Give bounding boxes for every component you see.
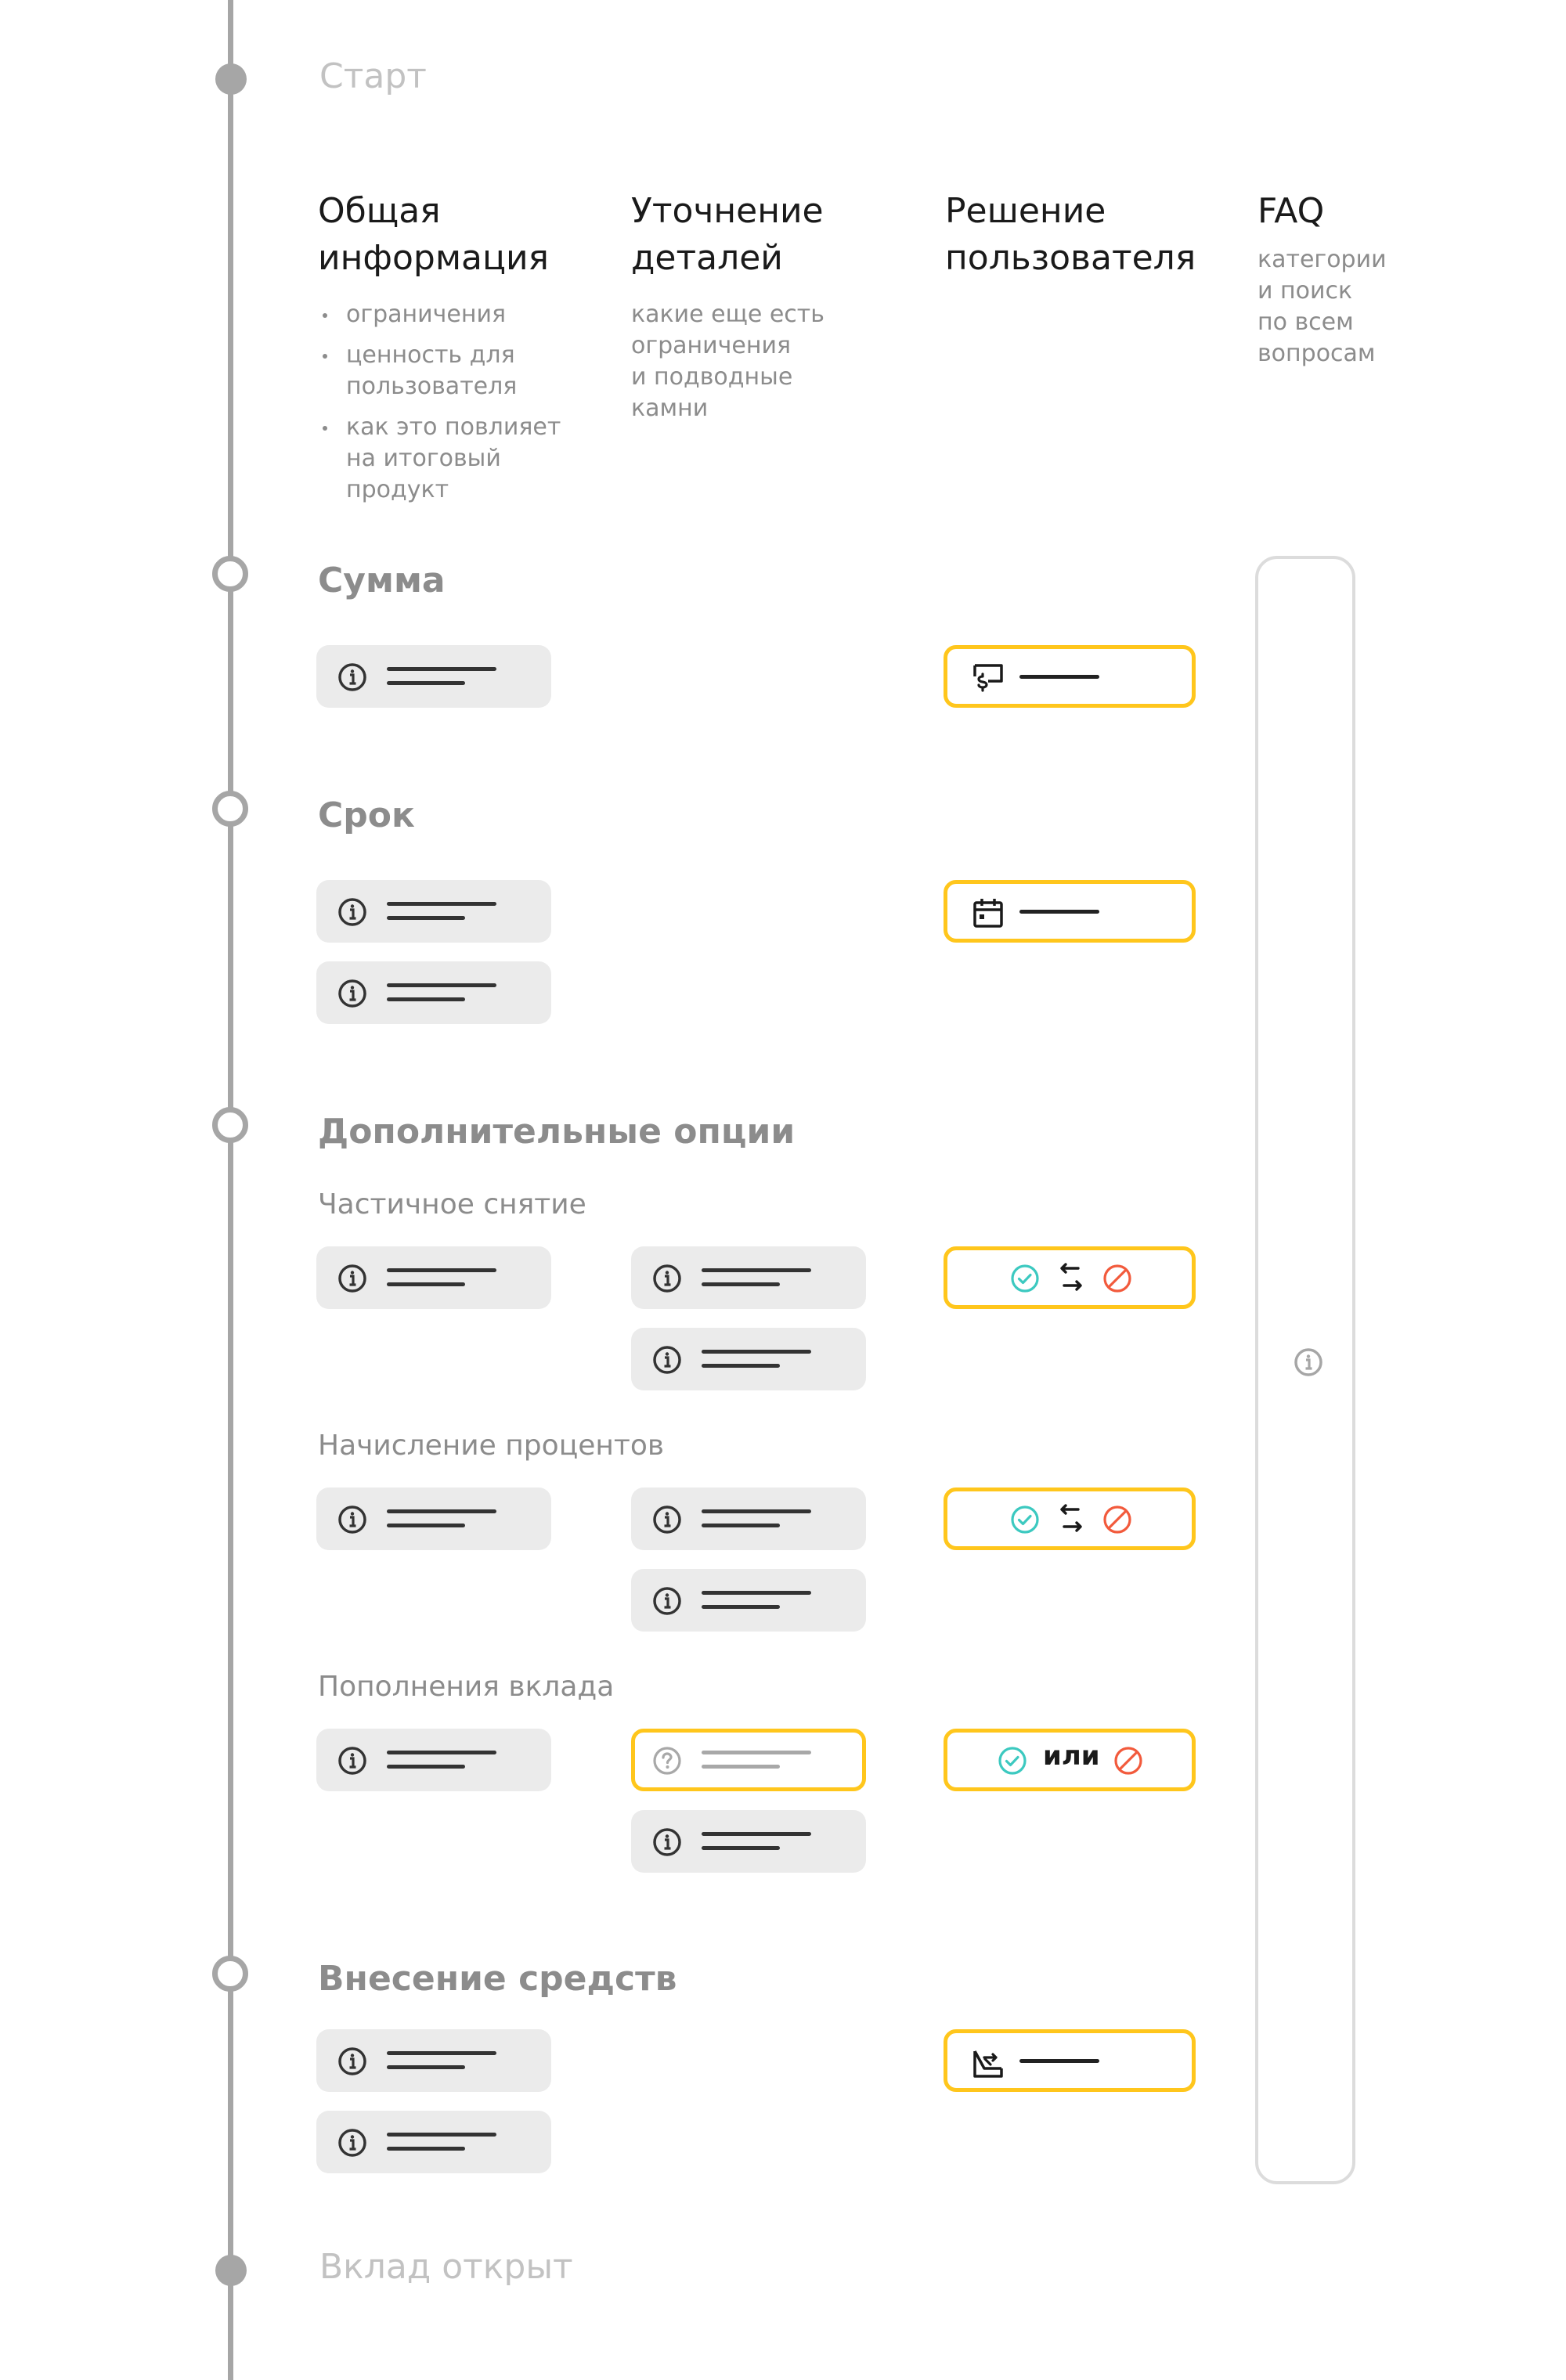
placeholder-line — [387, 2133, 496, 2137]
timeline-line — [228, 0, 233, 2380]
calendar-icon — [971, 896, 1005, 930]
placeholder-line — [387, 1524, 465, 1527]
info-card[interactable] — [316, 2111, 551, 2173]
question-icon — [651, 1745, 683, 1776]
column-title-details: Уточнение деталей — [631, 191, 824, 278]
timeline-start-label: Старт — [319, 56, 427, 96]
placeholder-line — [387, 983, 496, 987]
info-icon — [651, 1826, 683, 1858]
column-title-general: Общая информация — [318, 191, 550, 278]
placeholder-line — [387, 916, 465, 920]
placeholder-line — [387, 681, 465, 685]
timeline-node-amount — [212, 556, 248, 592]
placeholder-line — [387, 1282, 465, 1286]
info-card[interactable] — [631, 1246, 866, 1309]
decision-card-topup[interactable] — [944, 1729, 1196, 1791]
section-title-options: Дополнительные опции — [318, 1112, 796, 1152]
placeholder-line — [387, 1751, 496, 1754]
timeline-end-label: Вклад открыт — [319, 2247, 573, 2287]
general-bullets — [318, 299, 600, 515]
timeline-node-term — [212, 791, 248, 827]
faq-description: категории и поиск по всем вопросам — [1257, 246, 1387, 367]
info-icon — [337, 896, 368, 928]
info-icon — [651, 1344, 683, 1376]
placeholder-line — [702, 1268, 811, 1272]
info-icon — [337, 978, 368, 1009]
check-icon — [1009, 1262, 1041, 1295]
subsection-title-topup: Пополнения вклада — [318, 1671, 615, 1703]
bullet-item: ограничения — [318, 299, 600, 330]
placeholder-line — [702, 1765, 780, 1769]
info-icon — [1293, 1347, 1324, 1378]
bullet-item: как это повлияет на итоговый продукт — [318, 412, 600, 506]
column-title-faq: FAQ — [1257, 191, 1325, 231]
section-title-term: Срок — [318, 795, 415, 835]
faq-panel[interactable] — [1255, 556, 1355, 2184]
placeholder-line — [387, 1765, 465, 1769]
info-card[interactable] — [316, 1729, 551, 1791]
decision-line — [1019, 910, 1099, 914]
forbidden-icon — [1101, 1503, 1134, 1536]
timeline-end-dot — [215, 2255, 247, 2286]
or-label: или — [1043, 1740, 1100, 1772]
placeholder-line — [702, 1605, 780, 1609]
placeholder-line — [387, 997, 465, 1001]
info-card[interactable] — [316, 645, 551, 708]
placeholder-line — [702, 1509, 811, 1513]
decision-card-funding[interactable] — [944, 2029, 1196, 2092]
placeholder-line — [702, 1832, 811, 1836]
info-icon — [337, 1745, 368, 1776]
forbidden-icon — [1112, 1744, 1145, 1777]
placeholder-line — [702, 1282, 780, 1286]
check-icon — [1009, 1503, 1041, 1536]
timeline-node-funding — [212, 1956, 248, 1992]
placeholder-line — [387, 2065, 465, 2069]
info-icon — [651, 1263, 683, 1294]
swap-arrows-icon — [1055, 1262, 1088, 1295]
info-card[interactable] — [631, 1569, 866, 1632]
check-icon — [996, 1744, 1029, 1777]
placeholder-line — [702, 1524, 780, 1527]
transfer-icon — [971, 2045, 1005, 2079]
info-card[interactable] — [316, 961, 551, 1024]
decision-line — [1019, 675, 1099, 679]
decision-card-interest[interactable] — [944, 1488, 1196, 1550]
section-title-funding: Внесение средств — [318, 1959, 677, 1999]
decision-card-term[interactable] — [944, 880, 1196, 943]
info-card[interactable] — [316, 2029, 551, 2092]
details-description: какие еще есть ограничения и подводные камни — [631, 301, 824, 422]
info-icon — [337, 1504, 368, 1535]
placeholder-line — [387, 1268, 496, 1272]
placeholder-line — [702, 1591, 811, 1595]
bullet-item: ценность для пользователя — [318, 340, 600, 402]
column-title-decision: Решение пользователя — [945, 191, 1196, 278]
placeholder-line — [702, 1751, 811, 1754]
info-card[interactable] — [316, 1488, 551, 1550]
swap-arrows-icon — [1055, 1503, 1088, 1536]
info-icon — [651, 1504, 683, 1535]
placeholder-line — [387, 1509, 496, 1513]
decision-card-partial-withdrawal[interactable] — [944, 1246, 1196, 1309]
decision-line — [1019, 2059, 1099, 2063]
info-icon — [337, 2046, 368, 2077]
placeholder-line — [387, 667, 496, 671]
info-card[interactable] — [631, 1810, 866, 1873]
info-card[interactable] — [631, 1488, 866, 1550]
placeholder-line — [702, 1846, 780, 1850]
placeholder-line — [387, 2051, 496, 2055]
placeholder-line — [387, 902, 496, 906]
info-icon — [651, 1585, 683, 1617]
section-title-amount: Сумма — [318, 561, 446, 600]
placeholder-line — [387, 2147, 465, 2151]
info-card[interactable] — [631, 1328, 866, 1390]
money-hand-icon — [971, 661, 1005, 695]
timeline-start-dot — [215, 63, 247, 95]
info-icon — [337, 2127, 368, 2158]
placeholder-line — [702, 1364, 780, 1368]
question-card[interactable] — [631, 1729, 866, 1791]
forbidden-icon — [1101, 1262, 1134, 1295]
info-card[interactable] — [316, 1246, 551, 1309]
subsection-title-interest: Начисление процентов — [318, 1430, 665, 1462]
subsection-title-partial-withdrawal: Частичное снятие — [318, 1188, 586, 1221]
info-card[interactable] — [316, 880, 551, 943]
info-icon — [337, 1263, 368, 1294]
info-icon — [337, 662, 368, 693]
placeholder-line — [702, 1350, 811, 1354]
decision-card-amount[interactable] — [944, 645, 1196, 708]
timeline-node-options — [212, 1107, 248, 1143]
